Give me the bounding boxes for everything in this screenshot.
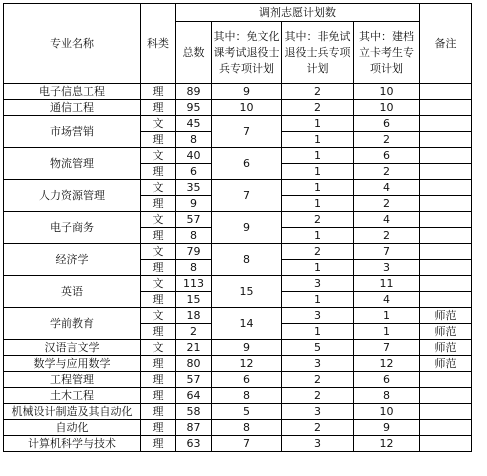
cell-total: 64 [176, 388, 212, 404]
cell-remarks [420, 180, 472, 196]
header-poverty-student-plan: 其中：建档立卡考生专项计划 [354, 22, 420, 84]
cell-remarks [420, 212, 472, 228]
table-body [4, 84, 472, 452]
cell-veteran-exempt-plan: 12 [212, 356, 282, 372]
cell-remarks [420, 244, 472, 260]
enrollment-plan-table [3, 3, 472, 452]
cell-poverty-student-plan: 12 [354, 356, 420, 372]
header-remarks: 备注 [420, 4, 472, 84]
cell-major-name: 汉语言文学 [4, 340, 141, 356]
table-row [4, 356, 472, 372]
cell-major-name: 通信工程 [4, 100, 141, 116]
cell-category: 文 [141, 148, 176, 164]
cell-category: 理 [141, 436, 176, 452]
cell-remarks [420, 164, 472, 180]
table-row [4, 388, 472, 404]
cell-veteran-nonexempt-plan: 1 [282, 260, 354, 276]
cell-major-name: 学前教育 [4, 308, 141, 340]
cell-category: 理 [141, 404, 176, 420]
cell-category: 理 [141, 388, 176, 404]
cell-poverty-student-plan: 7 [354, 244, 420, 260]
cell-veteran-nonexempt-plan: 3 [282, 276, 354, 292]
cell-veteran-exempt-plan: 14 [212, 308, 282, 340]
cell-category: 理 [141, 292, 176, 308]
cell-poverty-student-plan: 2 [354, 196, 420, 212]
cell-veteran-exempt-plan: 5 [212, 404, 282, 420]
table-row [4, 420, 472, 436]
cell-veteran-exempt-plan: 9 [212, 212, 282, 244]
cell-category: 理 [141, 420, 176, 436]
cell-category: 理 [141, 164, 176, 180]
table-header [4, 4, 472, 84]
cell-veteran-nonexempt-plan: 1 [282, 196, 354, 212]
cell-poverty-student-plan: 4 [354, 292, 420, 308]
cell-category: 理 [141, 100, 176, 116]
table-row [4, 372, 472, 388]
cell-category: 理 [141, 196, 176, 212]
cell-total: 80 [176, 356, 212, 372]
cell-total: 87 [176, 420, 212, 436]
cell-veteran-exempt-plan: 8 [212, 244, 282, 276]
cell-veteran-nonexempt-plan: 2 [282, 372, 354, 388]
cell-total: 9 [176, 196, 212, 212]
cell-major-name: 英语 [4, 276, 141, 308]
cell-veteran-nonexempt-plan: 2 [282, 84, 354, 100]
cell-veteran-nonexempt-plan: 2 [282, 212, 354, 228]
cell-veteran-exempt-plan: 9 [212, 84, 282, 100]
cell-major-name: 电子信息工程 [4, 84, 141, 100]
cell-major-name: 数学与应用数学 [4, 356, 141, 372]
cell-veteran-nonexempt-plan: 2 [282, 420, 354, 436]
cell-veteran-nonexempt-plan: 2 [282, 100, 354, 116]
cell-category: 理 [141, 132, 176, 148]
cell-major-name: 土木工程 [4, 388, 141, 404]
cell-category: 文 [141, 276, 176, 292]
cell-major-name: 计算机科学与技术 [4, 436, 141, 452]
cell-remarks [420, 132, 472, 148]
cell-category: 理 [141, 84, 176, 100]
cell-veteran-exempt-plan: 7 [212, 436, 282, 452]
cell-total: 45 [176, 116, 212, 132]
cell-poverty-student-plan: 2 [354, 132, 420, 148]
cell-category: 文 [141, 308, 176, 324]
cell-major-name: 物流管理 [4, 148, 141, 180]
cell-veteran-exempt-plan: 15 [212, 276, 282, 308]
cell-poverty-student-plan: 8 [354, 388, 420, 404]
cell-remarks [420, 420, 472, 436]
cell-veteran-nonexempt-plan: 1 [282, 228, 354, 244]
cell-total: 8 [176, 132, 212, 148]
table-row [4, 308, 472, 324]
cell-poverty-student-plan: 4 [354, 212, 420, 228]
cell-poverty-student-plan: 6 [354, 148, 420, 164]
cell-major-name: 经济学 [4, 244, 141, 276]
cell-veteran-nonexempt-plan: 1 [282, 164, 354, 180]
cell-category: 理 [141, 228, 176, 244]
cell-veteran-nonexempt-plan: 3 [282, 404, 354, 420]
cell-major-name: 人力资源管理 [4, 180, 141, 212]
cell-major-name: 市场营销 [4, 116, 141, 148]
cell-poverty-student-plan: 1 [354, 324, 420, 340]
cell-total: 35 [176, 180, 212, 196]
cell-poverty-student-plan: 11 [354, 276, 420, 292]
cell-veteran-exempt-plan: 6 [212, 372, 282, 388]
cell-remarks [420, 372, 472, 388]
table-row [4, 116, 472, 132]
cell-major-name: 电子商务 [4, 212, 141, 244]
cell-remarks [420, 148, 472, 164]
cell-remarks [420, 228, 472, 244]
table-row [4, 148, 472, 164]
cell-remarks [420, 436, 472, 452]
cell-major-name: 机械设计制造及其自动化 [4, 404, 141, 420]
cell-remarks [420, 292, 472, 308]
cell-veteran-nonexempt-plan: 3 [282, 308, 354, 324]
cell-remarks [420, 260, 472, 276]
cell-veteran-nonexempt-plan: 5 [282, 340, 354, 356]
cell-remarks [420, 404, 472, 420]
cell-poverty-student-plan: 6 [354, 116, 420, 132]
cell-total: 8 [176, 260, 212, 276]
cell-total: 57 [176, 212, 212, 228]
cell-total: 89 [176, 84, 212, 100]
cell-category: 理 [141, 324, 176, 340]
cell-poverty-student-plan: 2 [354, 228, 420, 244]
cell-poverty-student-plan: 10 [354, 100, 420, 116]
cell-poverty-student-plan: 12 [354, 436, 420, 452]
cell-category: 理 [141, 356, 176, 372]
header-veteran-nonexempt-plan: 其中：非免试退役士兵专项计划 [282, 22, 354, 84]
table-row [4, 340, 472, 356]
cell-poverty-student-plan: 10 [354, 84, 420, 100]
cell-veteran-nonexempt-plan: 2 [282, 244, 354, 260]
header-category: 科类 [141, 4, 176, 84]
table-row [4, 404, 472, 420]
cell-veteran-exempt-plan: 9 [212, 340, 282, 356]
cell-veteran-nonexempt-plan: 1 [282, 148, 354, 164]
cell-remarks: 师范 [420, 308, 472, 324]
cell-poverty-student-plan: 10 [354, 404, 420, 420]
cell-veteran-nonexempt-plan: 1 [282, 292, 354, 308]
cell-total: 95 [176, 100, 212, 116]
cell-major-name: 自动化 [4, 420, 141, 436]
cell-category: 文 [141, 244, 176, 260]
cell-major-name: 工程管理 [4, 372, 141, 388]
cell-veteran-nonexempt-plan: 1 [282, 324, 354, 340]
header-veteran-exempt-plan: 其中：免文化课考试退役士兵专项计划 [212, 22, 282, 84]
cell-category: 文 [141, 340, 176, 356]
cell-category: 理 [141, 372, 176, 388]
cell-remarks [420, 388, 472, 404]
cell-poverty-student-plan: 2 [354, 164, 420, 180]
cell-total: 15 [176, 292, 212, 308]
cell-total: 18 [176, 308, 212, 324]
table-row [4, 436, 472, 452]
cell-veteran-exempt-plan: 8 [212, 420, 282, 436]
cell-veteran-nonexempt-plan: 1 [282, 180, 354, 196]
cell-veteran-exempt-plan: 7 [212, 180, 282, 212]
cell-total: 8 [176, 228, 212, 244]
cell-remarks: 师范 [420, 324, 472, 340]
cell-total: 63 [176, 436, 212, 452]
cell-total: 6 [176, 164, 212, 180]
cell-category: 文 [141, 180, 176, 196]
cell-category: 理 [141, 260, 176, 276]
table-row [4, 84, 472, 100]
cell-poverty-student-plan: 6 [354, 372, 420, 388]
cell-total: 79 [176, 244, 212, 260]
cell-total: 40 [176, 148, 212, 164]
cell-poverty-student-plan: 9 [354, 420, 420, 436]
cell-total: 58 [176, 404, 212, 420]
cell-remarks: 师范 [420, 340, 472, 356]
header-plan-group: 调剂志愿计划数 [176, 4, 420, 22]
table-row [4, 276, 472, 292]
cell-poverty-student-plan: 4 [354, 180, 420, 196]
header-total: 总数 [176, 22, 212, 84]
cell-total: 21 [176, 340, 212, 356]
cell-remarks: 师范 [420, 356, 472, 372]
cell-remarks [420, 100, 472, 116]
cell-category: 文 [141, 116, 176, 132]
table-row [4, 212, 472, 228]
cell-veteran-nonexempt-plan: 3 [282, 436, 354, 452]
table-row [4, 244, 472, 260]
cell-total: 57 [176, 372, 212, 388]
cell-total: 2 [176, 324, 212, 340]
header-major-name: 专业名称 [4, 4, 141, 84]
cell-veteran-nonexempt-plan: 1 [282, 116, 354, 132]
cell-poverty-student-plan: 1 [354, 308, 420, 324]
cell-veteran-nonexempt-plan: 2 [282, 388, 354, 404]
cell-remarks [420, 84, 472, 100]
cell-total: 113 [176, 276, 212, 292]
cell-remarks [420, 116, 472, 132]
table-row [4, 180, 472, 196]
cell-veteran-exempt-plan: 8 [212, 388, 282, 404]
cell-veteran-exempt-plan: 7 [212, 116, 282, 148]
cell-category: 文 [141, 212, 176, 228]
cell-poverty-student-plan: 7 [354, 340, 420, 356]
cell-veteran-exempt-plan: 10 [212, 100, 282, 116]
cell-veteran-exempt-plan: 6 [212, 148, 282, 180]
cell-poverty-student-plan: 3 [354, 260, 420, 276]
table-row [4, 100, 472, 116]
cell-veteran-nonexempt-plan: 3 [282, 356, 354, 372]
cell-remarks [420, 196, 472, 212]
cell-veteran-nonexempt-plan: 1 [282, 132, 354, 148]
cell-remarks [420, 276, 472, 292]
